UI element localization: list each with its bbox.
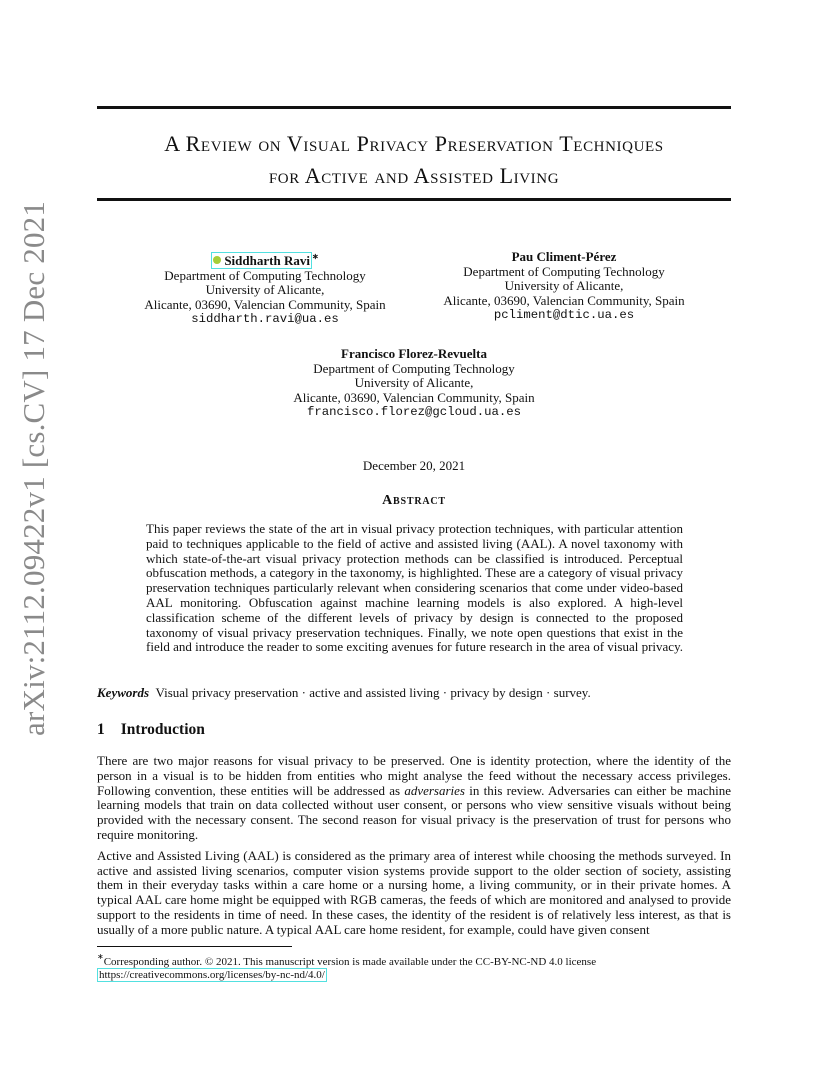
section-heading	[97, 721, 205, 739]
author-1-email[interactable]: siddharth.ravi@ua.es	[191, 312, 339, 327]
author-2-addr: Alicante, 03690, Valencian Community, Spain	[443, 292, 685, 308]
corresponding-mark: ∗	[311, 252, 319, 261]
author-3-addr: Alicante, 03690, Valencian Community, Spain	[293, 389, 535, 405]
author-1-dept: Department of Computing Technology	[164, 267, 366, 283]
title-top-rule	[97, 106, 731, 109]
author-2-email[interactable]: pcliment@dtic.ua.es	[493, 308, 635, 323]
paragraph-2: Active and Assisted Living (AAL) is considered as the primary area of interest while choosing the methods surveyed. In active and assisted living scenarios, computer vision systems provide support to the older section of society, assisting them in their everyday tasks within a care home or a nursing home, a living community, or in their private homes. A typical AAL care home might be equipped with RGB cameras, the feeds of which are monitored and analysed to provide support to the residents in time of need. In these cases, the identity of the resident is of relatively less interest, as that is usually of a more public nature. A typical AAL care home resident, for example, could have given consent	[97, 847, 731, 937]
author-1-name-row	[130, 250, 400, 269]
author-2-dept: Department of Computing Technology	[463, 263, 665, 279]
title-line-2: for Active and Assisted Living	[268, 163, 560, 188]
author-1-name: Siddharth Ravi	[224, 253, 310, 268]
author-3-name: Francisco Florez-Revuelta	[341, 346, 487, 361]
paragraph-1-part-b: in this review. Adversaries can either be machine learning models that train on data collected without user consent, or persons who view sensitive visuals without being provided with the necessary consent. The second reason for visual privacy is the preservation of trust for persons who require monitoring.	[97, 782, 731, 842]
author-3-dept: Department of Computing Technology	[313, 360, 515, 376]
author-2-univ: University of Alicante,	[504, 278, 624, 294]
orcid-icon[interactable]	[213, 256, 221, 264]
body-text	[97, 754, 731, 944]
author-3	[278, 347, 550, 420]
arxiv-identifier[interactable]: arXiv:2112.09422v1 [cs.CV] 17 Dec 2021	[16, 200, 51, 736]
abstract-heading: Abstract	[382, 493, 446, 508]
paragraph-1-emphasis: adversaries	[404, 782, 465, 798]
author-1-addr: Alicante, 03690, Valencian Community, Spain	[144, 296, 386, 312]
license-link[interactable]: https://creativecommons.org/licenses/by-nc-nd/4.0/	[99, 969, 325, 981]
author-1-univ: University of Alicante,	[205, 282, 325, 298]
footnote-mark: ∗	[97, 952, 104, 961]
author-2-name: Pau Climent-Pérez	[511, 249, 617, 264]
paper-date: December 20, 2021	[362, 458, 466, 473]
footnote	[97, 950, 731, 982]
section-number: 1	[97, 721, 105, 738]
footnote-text: Corresponding author. © 2021. This manuscript version is made available under the CC-BY-NC-ND 4.0 license	[103, 956, 597, 968]
title-bottom-rule	[97, 198, 731, 201]
keywords	[97, 685, 731, 701]
author-1	[130, 250, 400, 327]
keywords-label: Keywords	[97, 685, 149, 700]
author-3-email[interactable]: francisco.florez@gcloud.ua.es	[306, 405, 521, 420]
section-title: Introduction	[120, 721, 205, 738]
paragraph-1	[97, 754, 731, 843]
abstract-text: This paper reviews the state of the art in visual privacy protection techniques, with particular attention paid to techniques applicable to the field of active and assisted living (AAL). A novel taxonomy with which state-of-the-art visual privacy protection methods can be classified is introduced. Perceptual obfuscation methods, a category in the taxonomy, is highlighted. These are a category of visual privacy preservation techniques particularly relevant when considering scenarios that come under video-based AAL monitoring. Obfuscation against machine learning models is also explored. A high-level classification scheme of the different levels of privacy by design is connected to the proposed taxonomy of visual privacy preservation techniques. Finally, we note open questions that exist in the field and introduce the reader to some exciting avenues for future research in the area of visual privacy.	[146, 521, 683, 655]
title-line-1: A Review on Visual Privacy Preservation Techniques	[164, 131, 664, 156]
footnote-rule	[97, 946, 292, 947]
author-3-univ: University of Alicante,	[354, 375, 474, 391]
paper-title	[97, 128, 731, 192]
keywords-text: Visual privacy preservation · active and assisted living · privacy by design · survey.	[155, 685, 591, 700]
paragraph-1-part-a: There are two major reasons for visual privacy to be preserved. One is identity protection, where the identity of the person in a visual is to be hidden from entities who might analyse the feed without the necessary access privileges. Following convention, these entities will be addressed as	[97, 753, 731, 798]
author-1-link[interactable]	[211, 252, 312, 269]
author-2	[428, 250, 700, 323]
